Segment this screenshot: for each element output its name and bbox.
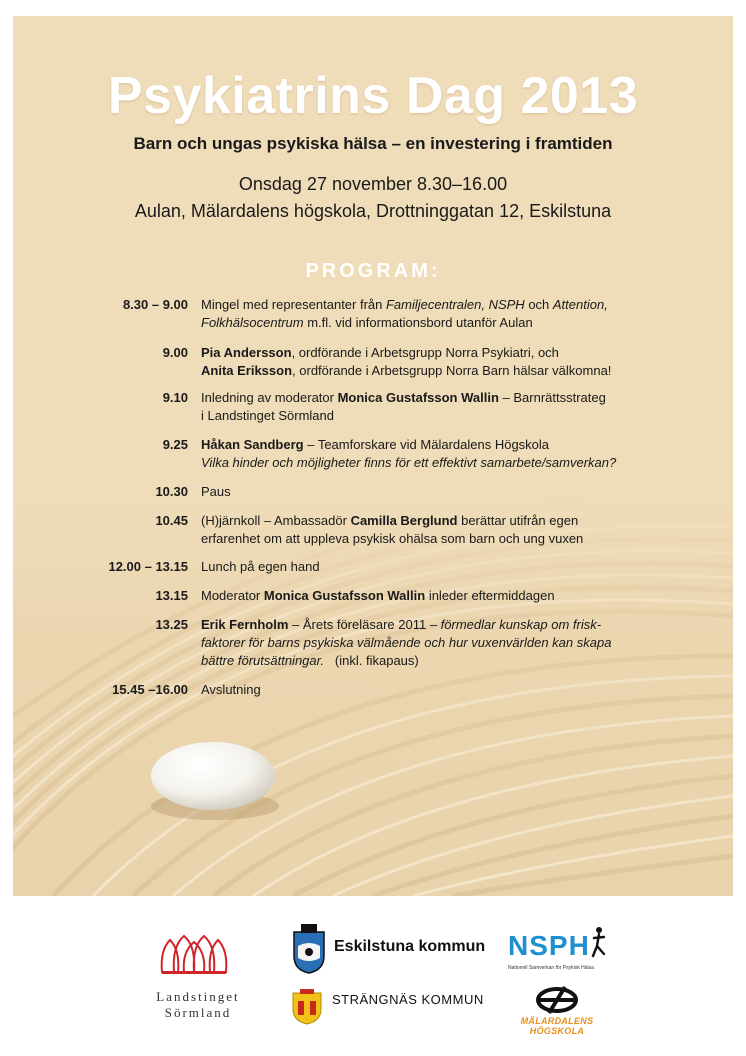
program-description: Lunch på egen hand (201, 559, 320, 574)
poster (13, 16, 733, 896)
nsph-figure-icon (590, 926, 610, 958)
program-description: Pia Andersson, ordförande i Arbetsgrupp Norra Psykiatri, och Anita Eriksson, ordförande i Arbetsgrupp Norra Barn hälsar välkomna! (201, 345, 612, 378)
program-heading: PROGRAM: (305, 260, 441, 282)
landstinget-sormland-logo-text: Landstinget Sörmland (156, 989, 240, 1020)
program-description: Erik Fernholm – Årets föreläsare 2011 – förmedlar kunskap om frisk- faktorer för barns psykiska välmående och hur vuxenvärlden kan skapa bättre förutsättningar. (inkl. fikapaus) (201, 617, 612, 668)
program-time: 12.00 – 13.15 (108, 559, 188, 574)
program-time: 10.45 (155, 513, 188, 528)
event-title: Psykiatrins Dag 2013 (107, 67, 639, 125)
malardalens-hogskola-emblem-icon (535, 985, 579, 1015)
eskilstuna-coat-of-arms-icon (292, 924, 326, 974)
program-time: 13.15 (155, 588, 188, 603)
program-description: Avslutning (201, 682, 261, 697)
event-date-time: Onsdag 27 november 8.30–16.00 (238, 174, 508, 194)
program-time: 9.10 (162, 390, 188, 405)
program-time: 8.30 – 9.00 (122, 297, 188, 312)
program-time: 9.00 (162, 345, 188, 360)
program-description: Inledning av moderator Monica Gustafsson Wallin – Barnrättsstrateg i Landstinget Sörmland (201, 390, 606, 423)
nsph-logo-text: NSPH (508, 930, 590, 961)
program-time: 13.25 (155, 617, 188, 632)
landstinget-lotus-logo (158, 932, 230, 976)
malardalens-hogskola-logo-text: MÄLARDALENS HÖGSKOLA (520, 1016, 594, 1036)
event-subtitle: Barn och ungas psykiska hälsa – en investering i framtiden (133, 134, 613, 153)
program-time: 9.25 (162, 437, 188, 452)
program-description: Mingel med representanter från Familjecentralen, NSPH och Attention, Folkhälsocentrum m.fl. vid informationsbord utanför Aulan (201, 297, 608, 330)
program-description: Håkan Sandberg – Teamforskare vid Mälardalens Högskola Vilka hinder och möjligheter finns för ett effektivt samarbete/samverkan? (201, 437, 617, 470)
eskilstuna-kommun-logo-text: Eskilstuna kommun (334, 938, 486, 955)
program-time: 15.45 –16.00 (112, 682, 188, 697)
strangnas-kommun-logo-text: STRÄNGNÄS KOMMUN (332, 992, 484, 1007)
nsph-subtitle: Nationell Samverkan för Psykisk Hälsa (508, 965, 594, 971)
strangnas-coat-of-arms-icon (292, 989, 322, 1025)
program-description: (H)järnkoll – Ambassadör Camilla Berglund berättar utifrån egen erfarenhet om att uppleva psykisk ohälsa som barn och ung vuxen (201, 513, 584, 546)
program-description: Paus (201, 484, 231, 499)
program-time: 10.30 (155, 484, 188, 499)
program-description: Moderator Monica Gustafsson Wallin inleder eftermiddagen (201, 588, 555, 603)
event-location: Aulan, Mälardalens högskola, Drottninggatan 12, Eskilstuna (134, 201, 612, 221)
